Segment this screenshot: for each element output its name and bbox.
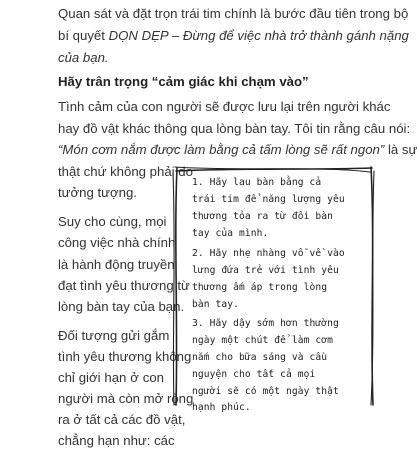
intro-line-2: [58, 25, 409, 46]
tip-2-line-3: thương ấm áp trong lòng: [192, 282, 328, 293]
tip-2-line-4: bàn tay.: [192, 299, 240, 310]
paragraph1-line-2: hay đồ vật khác thông qua lòng bàn tay. Tôi tin rằng câu nói:: [58, 121, 411, 136]
paragraph1-line-3-suffix: là sự: [384, 142, 417, 157]
tip-3-line-4: nguyện cho tất cả mọi: [192, 369, 316, 380]
quote-italic: “Món cơm nắm được làm bằng cả tấm lòng sẽ rất ngon”: [58, 142, 385, 157]
paragraph2-line-4: đạt tình yêu thương từ: [58, 278, 190, 293]
tip-3-line-3: nắm cho bữa sáng và cầu: [192, 352, 328, 363]
paragraph1-line-1: Tình cảm của con người sẽ được lưu lại trên người khác: [58, 99, 391, 114]
paragraph2-line-5: lòng bàn tay của bạn.: [58, 299, 185, 314]
paragraph1-line-4: thật chứ không phải do: [58, 164, 193, 179]
tip-1-line-2: trái tim để năng lượng yêu: [192, 194, 345, 205]
intro-line-1: Quan sát và đặt trọn trái tim chính là bước đầu tiên trong bộ: [58, 6, 409, 21]
paragraph3-line-4: người mà còn mở rộng: [58, 391, 194, 406]
paragraph2-line-1: Suy cho cùng, mọi: [58, 214, 167, 229]
tip-3-line-2: ngày một chút để làm cơm: [192, 335, 334, 346]
paragraph1-line-3: [58, 139, 417, 160]
intro-line-2-prefix: bí quyết: [58, 28, 109, 43]
tip-3-line-6: hạnh phúc.: [192, 402, 251, 413]
tip-1-line-3: thương tỏa ra từ đôi bàn: [192, 211, 334, 222]
tip-1-line-1: 1. Hãy lau bàn bằng cả: [192, 177, 322, 188]
tip-3-line-5: người sẽ có một ngày thật: [192, 386, 339, 397]
paragraph3-line-5: ra ở tất cả các đồ vật,: [58, 412, 186, 427]
tip-2-line-1: 2. Hãy nhẹ nhàng vỗ về vào: [192, 248, 345, 259]
intro-line-3: của bạn.: [58, 50, 109, 65]
paragraph3-line-6: chẳng hạn như: các: [58, 433, 175, 448]
paragraph2-line-3: là hành động truyền: [58, 257, 175, 272]
tip-2-line-2: lưng đứa trẻ với tình yêu: [192, 265, 339, 276]
tip-1-line-4: tay của mình.: [192, 228, 269, 239]
paragraph1-line-5: tưởng tượng.: [58, 185, 137, 200]
paragraph3-line-3: chỉ giới hạn ở con: [58, 370, 164, 385]
paragraph3-line-1: Đối tượng gửi gắm: [58, 328, 170, 343]
tips-box: [172, 165, 376, 413]
paragraph2-line-2: công việc nhà chính: [58, 235, 176, 250]
paragraph3-line-2: tình yêu thương không: [58, 349, 192, 364]
tip-3-line-1: 3. Hãy dậy sớm hơn thường: [192, 318, 339, 329]
book-title-italic: DỌN DẸP – Đừng để việc nhà trở thành gánh nặng: [108, 28, 409, 43]
section-heading: Hãy trân trọng “cảm giác khi chạm vào”: [58, 74, 309, 89]
